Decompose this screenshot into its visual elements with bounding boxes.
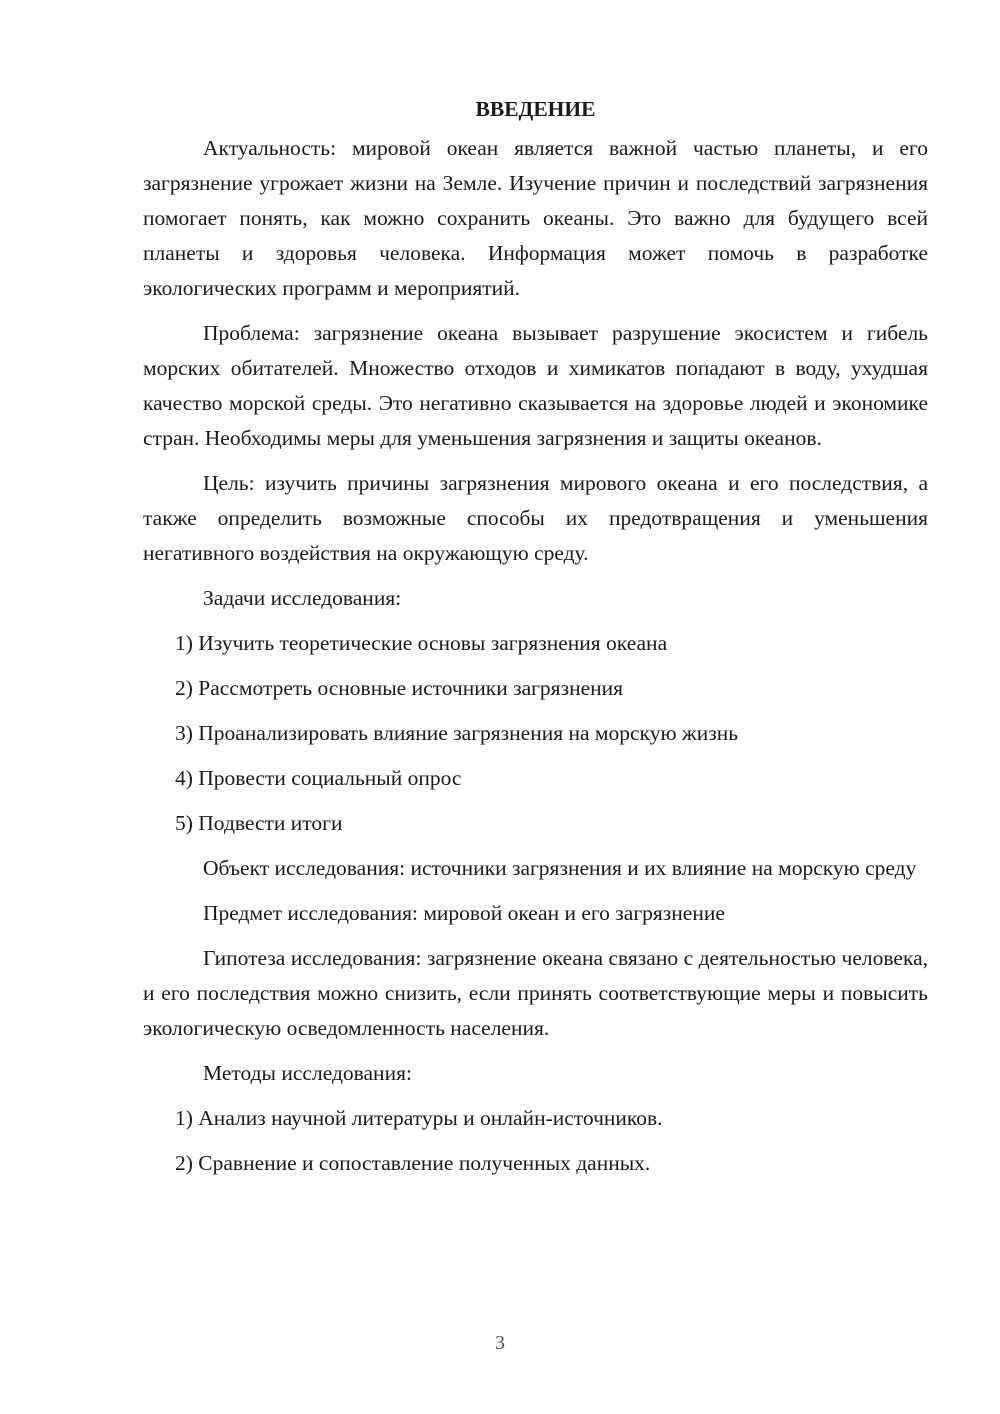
task-item: 4) Провести социальный опрос: [175, 766, 462, 790]
task-item: 3) Проанализировать влияние загрязнения на морскую жизнь: [175, 721, 739, 745]
tasks-heading: Задачи исследования:: [203, 586, 402, 610]
page-number: 3: [495, 1332, 505, 1354]
task-item: 2) Рассмотреть основные источники загрязнения: [175, 676, 624, 700]
section-title: ВВЕДЕНИЕ: [475, 97, 596, 121]
problem-paragraph: Проблема: загрязнение океана вызывает разрушение экосистем и гибель морских обитателей. Множество отходов и химикатов попадают в воду, ухудшая качество морской среды. Это негативно сказывается на здоровье людей и экономике стран. Необходимы меры для уменьшения загрязнения и защиты океанов.: [143, 321, 928, 450]
goal-paragraph: Цель: изучить причины загрязнения мирового океана и его последствия, а также определить возможные способы их предотвращения и уменьшения негативного воздействия на окружающую среду.: [143, 471, 928, 565]
method-item: 2) Сравнение и сопоставление полученных данных.: [175, 1151, 651, 1175]
hypothesis-paragraph: Гипотеза исследования: загрязнение океана связано с деятельностью человека, и его последствия можно снизить, если принять соответствующие меры и повысить экологическую осведомленность населения.: [143, 946, 928, 1040]
object-paragraph: Объект исследования: источники загрязнения и их влияние на морскую среду: [203, 856, 917, 880]
methods-heading: Методы исследования:: [203, 1061, 412, 1085]
subject-paragraph: Предмет исследования: мировой океан и его загрязнение: [203, 901, 725, 925]
methods-list: [143, 1101, 928, 1181]
task-item: 1) Изучить теоретические основы загрязнения океана: [175, 631, 668, 655]
relevance-paragraph: Актуальность: мировой океан является важной частью планеты, и его загрязнение угрожает жизни на Земле. Изучение причин и последствий загрязнения помогает понять, как можно сохранить океаны. Это важно для будущего всей планеты и здоровья человека. Информация может помочь в разработке экологических программ и мероприятий.: [143, 136, 928, 300]
tasks-list: [143, 626, 928, 841]
method-item: 1) Анализ научной литературы и онлайн-источников.: [175, 1106, 663, 1130]
task-item: 5) Подвести итоги: [175, 811, 343, 835]
document-page: [143, 92, 928, 1191]
